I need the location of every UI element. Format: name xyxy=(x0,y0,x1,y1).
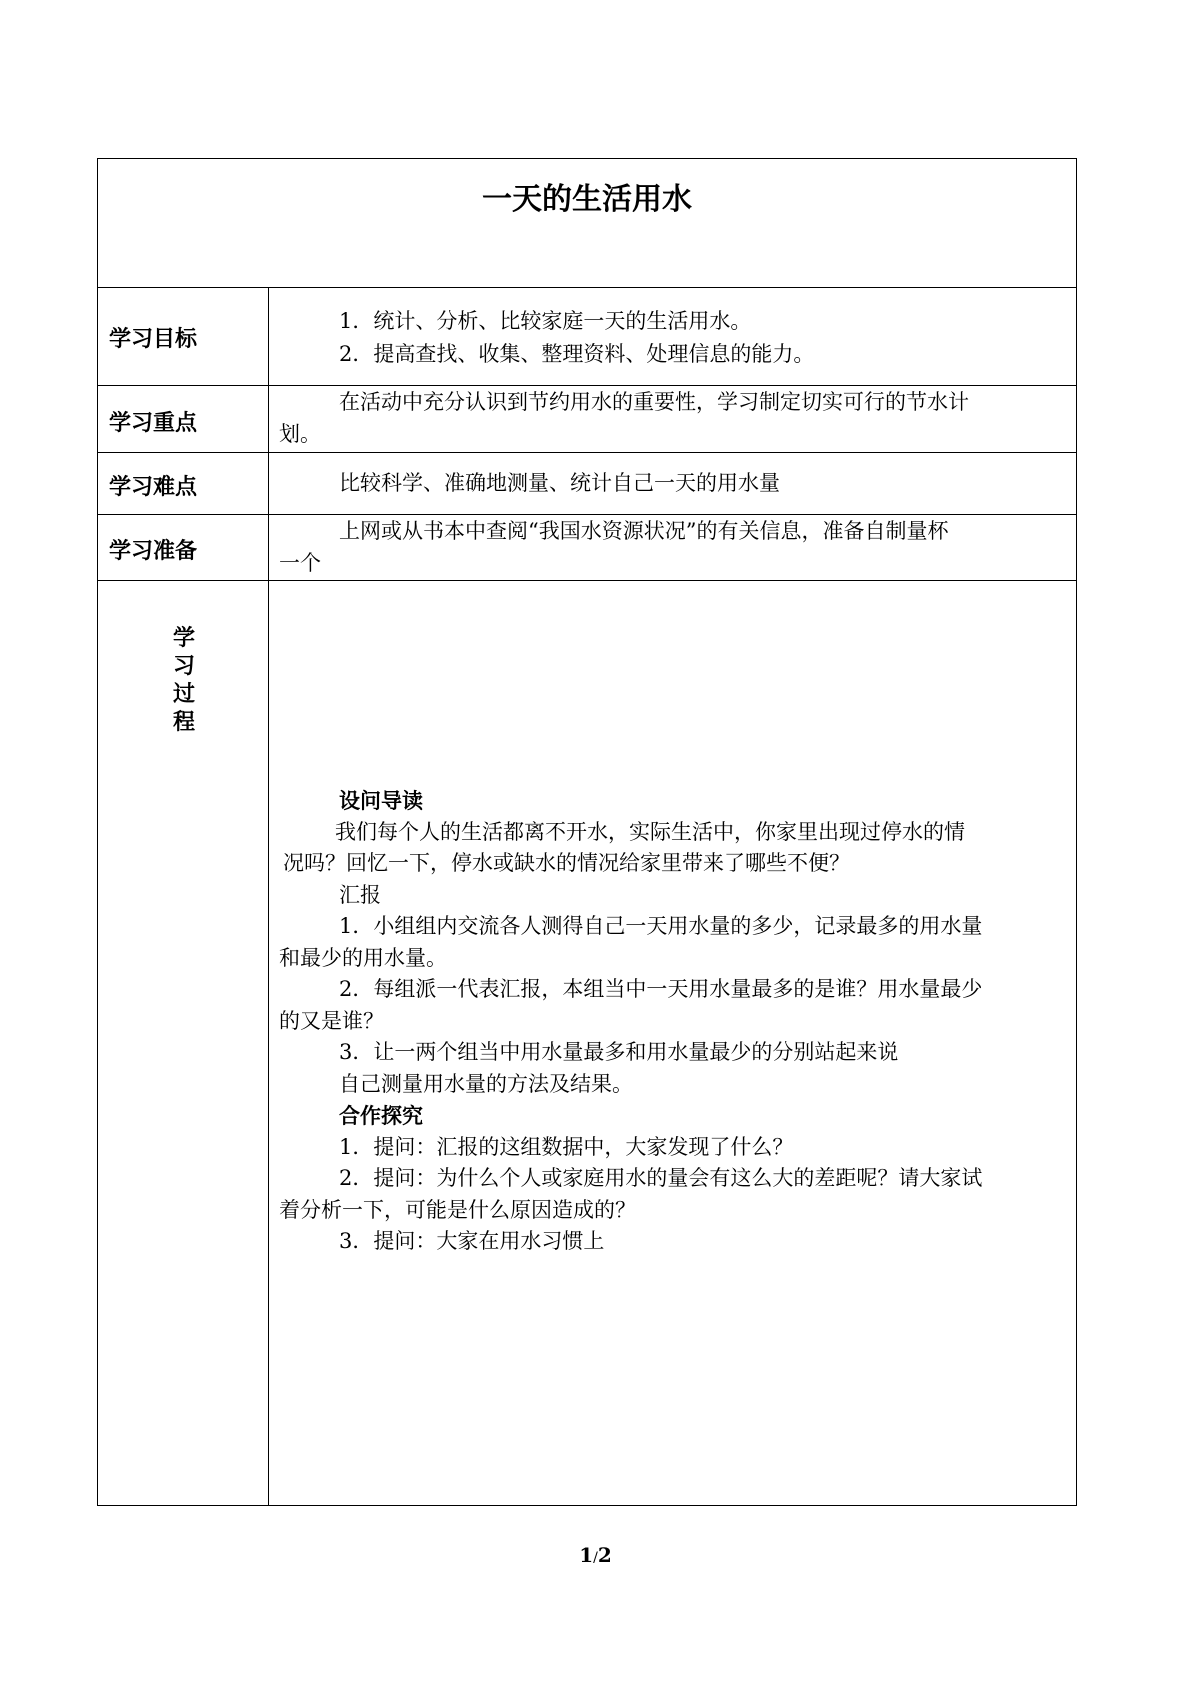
page-number xyxy=(0,1543,1191,1567)
process-line-12: 1．提问：汇报的这组数据中，大家发现了什么？ xyxy=(339,1134,794,1159)
row-learning-process xyxy=(98,581,1076,1505)
process-line-14: 着分析一下，可能是什么原因造成的？ xyxy=(279,1197,636,1222)
row-difficulties xyxy=(98,453,1076,515)
process-line-5: 1．小组组内交流各人测得自己一天用水量的多少，记录最多的用水量 xyxy=(339,914,983,938)
key-points-line-1: 在活动中充分认识到节约用水的重要性，学习制定切实可行的节水计 xyxy=(339,390,969,414)
section-heading-guided-reading: 设问导读 xyxy=(339,788,423,813)
content-difficulties xyxy=(269,453,1076,514)
process-line-10: 自己测量用水量的方法及结果。 xyxy=(339,1071,633,1096)
label-learning-process xyxy=(170,625,198,737)
process-label-char-3: 过 xyxy=(172,682,195,707)
label-preparation: 学习准备 xyxy=(109,539,198,564)
process-line-2: 我们每个人的生活都离不开水，实际生活中，你家里出现过停水的情 xyxy=(335,819,965,844)
page-current: 1 xyxy=(579,1543,594,1567)
document-title: 一天的生活用水 xyxy=(482,182,692,217)
difficulties-line-1: 比较科学、准确地测量、统计自己一天的用水量 xyxy=(339,471,780,495)
row-key-points xyxy=(98,386,1076,453)
content-learning-goals xyxy=(269,288,1076,385)
content-key-points xyxy=(269,386,1076,452)
content-learning-process xyxy=(269,581,1076,1505)
process-label-char-2: 习 xyxy=(172,654,195,679)
label-key-points: 学习重点 xyxy=(109,411,198,436)
page-total: 2 xyxy=(597,1543,612,1567)
process-line-3: 况吗？回忆一下，停水或缺水的情况给家里带来了哪些不便？ xyxy=(283,851,850,875)
preparation-line-2: 一个 xyxy=(279,551,321,575)
label-cell-preparation xyxy=(98,515,269,580)
label-cell-key-points xyxy=(98,386,269,452)
section-heading-cooperative-inquiry: 合作探究 xyxy=(339,1103,423,1128)
label-learning-goals: 学习目标 xyxy=(109,327,198,352)
goal-line-1: 1．统计、分析、比较家庭一天的生活用水。 xyxy=(339,309,752,333)
label-cell-difficulties xyxy=(98,453,269,514)
label-cell-goals xyxy=(98,288,269,385)
process-label-char-4: 程 xyxy=(172,710,195,735)
goal-line-2: 2．提高查找、收集、整理资料、处理信息的能力。 xyxy=(339,342,815,366)
label-cell-process xyxy=(98,581,269,1505)
lesson-table xyxy=(97,158,1077,1506)
process-line-15: 3．提问：大家在用水习惯上 xyxy=(339,1229,605,1253)
process-line-13: 2．提问：为什么个人或家庭用水的量会有这么大的差距呢？请大家试 xyxy=(339,1166,983,1190)
page-separator: / xyxy=(593,1550,598,1566)
process-line-7: 2．每组派一代表汇报，本组当中一天用水量最多的是谁？用水量最少 xyxy=(339,977,983,1001)
process-line-6: 和最少的用水量。 xyxy=(279,945,447,970)
process-line-8: 的又是谁？ xyxy=(279,1008,384,1033)
label-difficulties: 学习难点 xyxy=(109,475,198,500)
process-line-9: 3．让一两个组当中用水量最多和用水量最少的分别站起来说 xyxy=(339,1040,899,1064)
row-learning-goals xyxy=(98,288,1076,386)
title-row xyxy=(98,159,1076,288)
row-preparation xyxy=(98,515,1076,581)
process-heading-report: 汇报 xyxy=(339,882,381,907)
content-preparation xyxy=(269,515,1076,580)
process-label-char-1: 学 xyxy=(172,626,195,651)
preparation-line-1: 上网或从书本中查阅“我国水资源状况”的有关信息，准备自制量杯 xyxy=(339,519,949,543)
key-points-line-2: 划。 xyxy=(279,422,321,446)
